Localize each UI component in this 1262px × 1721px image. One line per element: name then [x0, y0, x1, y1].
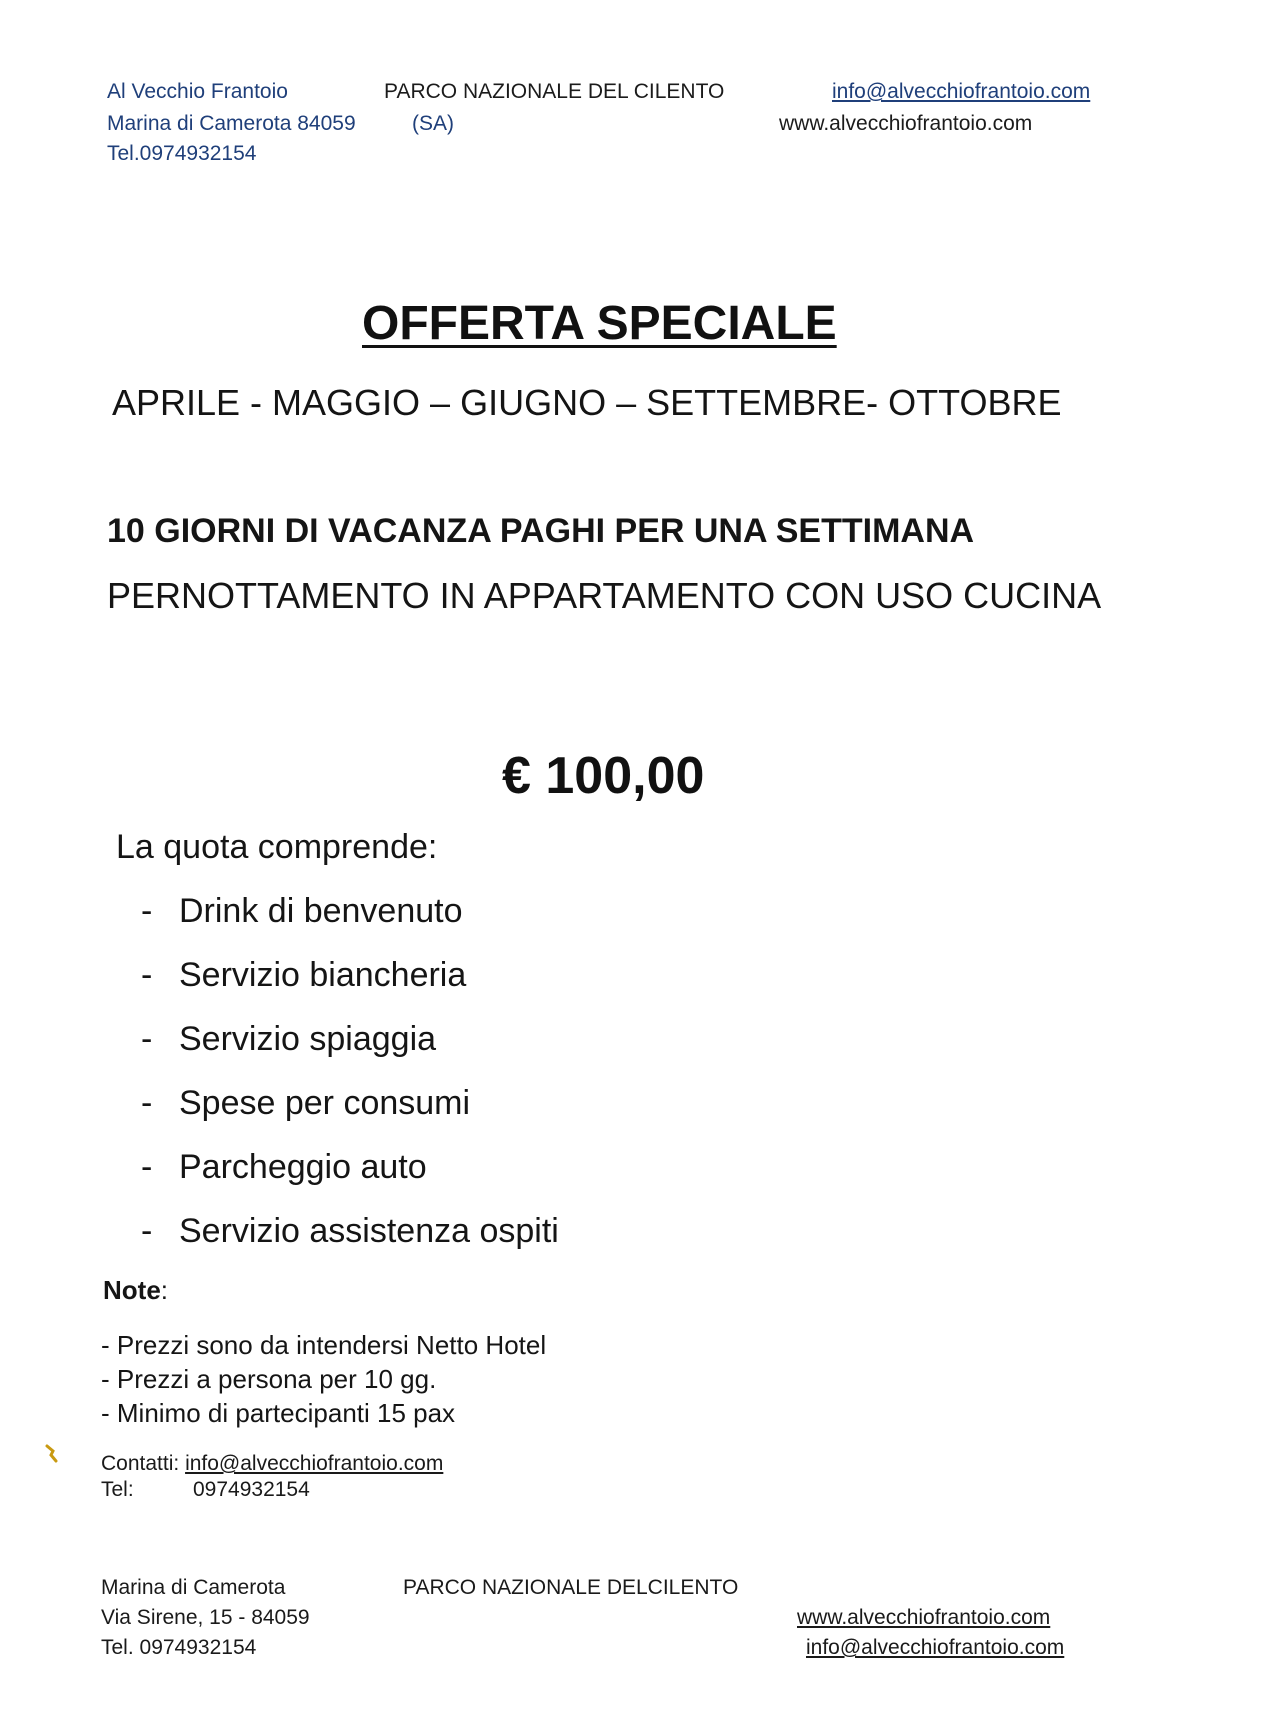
contacts-tel-label: Tel:	[101, 1478, 134, 1501]
list-item-text: Servizio assistenza ospiti	[179, 1212, 559, 1250]
footer-town: Marina di Camerota	[101, 1576, 286, 1599]
contacts-tel-value: 0974932154	[193, 1478, 310, 1501]
list-item	[141, 956, 466, 995]
contacts-email-link[interactable]: info@alvecchiofrantoio.com	[185, 1452, 444, 1475]
offer-title: OFFERTA SPECIALE	[362, 297, 837, 350]
offer-headline: 10 GIORNI DI VACANZA PAGHI PER UNA SETTIMANA	[107, 512, 975, 550]
handwritten-mark-icon	[44, 1443, 62, 1465]
offer-months: APRILE - MAGGIO – GIUGNO – SETTEMBRE- OTTOBRE	[112, 382, 1062, 423]
list-item-text: Drink di benvenuto	[179, 892, 463, 930]
footer-email-link[interactable]: info@alvecchiofrantoio.com	[806, 1636, 1065, 1659]
note-item: - Minimo di partecipanti 15 pax	[101, 1398, 456, 1428]
includes-heading: La quota comprende:	[116, 828, 438, 866]
header-website-link[interactable]: www.alvecchiofrantoio.com	[779, 112, 1033, 135]
contacts-email-row	[101, 1452, 443, 1476]
list-bullet: -	[141, 1148, 153, 1186]
note-item: - Prezzi sono da intendersi Netto Hotel	[101, 1330, 547, 1360]
header-company-name: Al Vecchio Frantoio	[107, 80, 288, 103]
list-item	[141, 892, 463, 931]
list-item	[141, 1084, 470, 1123]
list-bullet: -	[141, 956, 153, 994]
notes-heading	[103, 1275, 168, 1306]
header-phone: Tel.0974932154	[107, 142, 257, 165]
list-bullet: -	[141, 1212, 153, 1250]
list-item-text: Servizio spiaggia	[179, 1020, 437, 1058]
header-province: (SA)	[412, 112, 454, 135]
header-email-link[interactable]: info@alvecchiofrantoio.com	[832, 80, 1091, 103]
list-item	[141, 1020, 436, 1059]
notes-heading-label: Note	[103, 1275, 161, 1305]
contacts-tel-row	[101, 1478, 310, 1502]
list-item-text: Parcheggio auto	[179, 1148, 427, 1186]
header-park-name: PARCO NAZIONALE DEL CILENTO	[384, 80, 725, 103]
header-address: Marina di Camerota 84059	[107, 112, 356, 135]
footer-phone: Tel. 0974932154	[101, 1636, 257, 1659]
list-item	[141, 1212, 559, 1251]
contacts-email-label: Contatti:	[101, 1452, 180, 1475]
list-item-text: Spese per consumi	[179, 1084, 471, 1122]
list-item-text: Servizio biancheria	[179, 956, 467, 994]
footer-street: Via Sirene, 15 - 84059	[101, 1606, 310, 1629]
list-bullet: -	[141, 892, 153, 930]
footer-website-link[interactable]: www.alvecchiofrantoio.com	[797, 1606, 1051, 1629]
list-bullet: -	[141, 1084, 153, 1122]
list-item	[141, 1148, 427, 1187]
note-item: - Prezzi a persona per 10 gg.	[101, 1364, 437, 1394]
offer-description: PERNOTTAMENTO IN APPARTAMENTO CON USO CUCINA	[107, 575, 1102, 616]
notes-heading-colon: :	[160, 1275, 169, 1305]
offer-price: € 100,00	[502, 747, 705, 805]
footer-park-name: PARCO NAZIONALE DELCILENTO	[403, 1576, 739, 1599]
list-bullet: -	[141, 1020, 153, 1058]
